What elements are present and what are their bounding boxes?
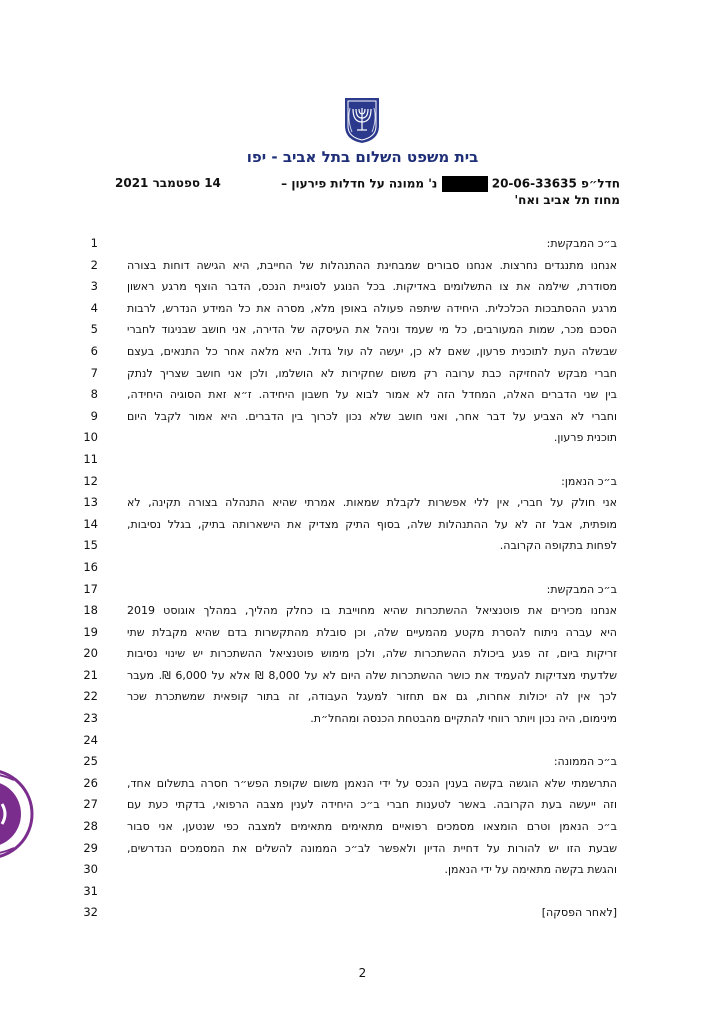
hearing-date: 14 ספטמבר 2021 (115, 176, 221, 190)
transcript-line (0, 579, 725, 601)
line-text: שלדעתי מצדיקות להעמיד את כושר ההשתכרות שלה היום לא על 8,000 ₪ אלא על 6,000 ₪. מעבר (127, 668, 617, 682)
line-number: 12 (83, 473, 98, 488)
transcript-line (0, 255, 725, 277)
transcript-line (0, 794, 725, 816)
line-number: 9 (90, 408, 98, 423)
line-text: היא עברה ניתוח להסרת מקטע מהמעיים שלה, וכן סובלת מהתקשרות בדם שהיא מקבלת שתי (127, 625, 617, 639)
line-text: התרשמתי שלא הוגשה בקשה בענין הנכס על ידי הנאמן משום שקופת הפש״ר חסרה בתשלום אחד, (127, 776, 617, 790)
transcript-line (0, 384, 725, 406)
state-emblem-icon (342, 96, 382, 144)
case-number: חדל״פ 20-06-33635 (491, 176, 620, 191)
line-text: מופתית, אבל זה לא על ההתנהלות שלה, בסוף התיק מצדיק את הישארותה בתיק, בגלל נסיבות, (127, 517, 617, 531)
line-text: וחברי לא הצביע על דבר אחר, ואני חושב שלא נכון לכרוך בין הדברים. היא אמור לקבל היום (127, 409, 617, 423)
line-text: מסודרת, שילמה את צו התשלומים באדיקות. בכל הנוגע לסוגיית הנכס, הדבר הוצף מרגע ראשון (127, 280, 617, 294)
transcript-body (0, 233, 725, 924)
line-text: שבשלה העת לתוכנית פרעון, שאם לא כן, יעשה לה עול גדול. היא מלאה אחר כל התנאים, בעצם (127, 344, 617, 358)
transcript-line (0, 643, 725, 665)
line-text: לפחות בתקופה הקרובה. (499, 539, 617, 553)
redacted-name-bar (442, 176, 488, 192)
line-number: 27 (83, 797, 98, 812)
line-number: 6 (90, 343, 98, 358)
case-title-part2: מחוז תל אביב ואח' (514, 193, 620, 207)
transcript-line (0, 773, 725, 795)
line-number: 14 (83, 516, 98, 531)
line-number: 24 (83, 732, 98, 747)
line-number: 7 (90, 365, 98, 380)
page-number: 2 (358, 966, 367, 980)
line-text: לכך אין לה יכולות אחרות, גם אם תחזור למעגל העבודה, זה בתור קופאית שמשתכרת שכר (127, 690, 617, 704)
line-number: 10 (83, 430, 98, 445)
line-text: ב״כ המבקשת: (546, 582, 617, 596)
line-number: 5 (90, 322, 98, 337)
line-text: הסכם מכר, שמות המעורבים, כל מי שעמד וניהל את העיסקה של הדירה, אני חושב שבניגוד לחברי (127, 323, 617, 337)
line-text: שבעת הזו יש להורות על דחיית הדיון ולאפשר לב״כ הממונה להשלים את המסמכים הנדרשים, (127, 841, 617, 855)
transcript-line (0, 557, 725, 579)
line-number: 11 (83, 451, 98, 466)
line-number: 15 (83, 538, 98, 553)
line-text: ב״כ הנאמן: (561, 474, 617, 488)
line-number: 32 (83, 905, 98, 920)
line-number: 25 (83, 754, 98, 769)
line-number: 13 (83, 495, 98, 510)
transcript-line (0, 838, 725, 860)
transcript-line (0, 708, 725, 730)
line-number: 21 (83, 667, 98, 682)
transcript-line (0, 730, 725, 752)
line-number: 18 (83, 603, 98, 618)
line-number: 1 (90, 236, 98, 250)
court-title: בית משפט השלום בתל אביב - יפו (246, 148, 479, 166)
line-text: תוכנית פרעון. (553, 431, 617, 445)
transcript-line (0, 665, 725, 687)
line-text: וזה ייעשה בעת הקרובה. באשר לטענות חברי ב״כ היחידה לענין מצבה הרפואי, בדקתי כעת עם (127, 798, 617, 812)
transcript-line (0, 881, 725, 903)
line-number: 30 (83, 862, 98, 877)
line-number: 19 (83, 624, 98, 639)
line-text: חברי מבקש להחזיקה כבת ערובה רק משום שחקירות לא הושלמו, ולכן אני חושב שצריך לנתק (127, 366, 617, 380)
line-text: אני חולק על חברי, אין ללי אפשרות לקבלת שמאות. אמרתי שהיא התנהלה בצורה תקינה, לא (127, 496, 617, 510)
line-number: 23 (83, 711, 98, 726)
line-text: מרגע ההסתבכות הכלכלית. היחידה שיתפה פעולה באופן מלא, מסרה את כל המידע הנדרש, לרבות (127, 301, 617, 315)
line-text: זריקות ביום, זה פגע ביכולת ההשתכרות שלה, ולכן מימוש פוטנציאל ההשתכרות יש שינוי נסיבות (127, 647, 617, 661)
line-text: אנחנו מתנגדים נחרצות. אנחנו סבורים שמבחינת ההתנהלות של החייבת, היא הגישה דוחות בצורה (127, 258, 617, 272)
transcript-line (0, 427, 725, 449)
line-number: 17 (83, 581, 98, 596)
transcript-line (0, 751, 725, 773)
transcript-line (0, 449, 725, 471)
transcript-line (0, 406, 725, 428)
transcript-line (0, 902, 725, 924)
line-number: 31 (83, 883, 98, 898)
line-text: ב״כ הנאמן וטרם הומצאו מסמכים רפואיים מתאימים מתאימים למצבה כפי שנטען, אני סבור (127, 820, 617, 834)
transcript-line (0, 471, 725, 493)
case-title-part1: נ' ממונה על חדלות פירעון – (281, 176, 438, 191)
transcript-line (0, 363, 725, 385)
transcript-line (0, 859, 725, 881)
transcript-line (0, 341, 725, 363)
case-header-line (281, 176, 620, 192)
transcript-line (0, 600, 725, 622)
line-text: ב״כ הממונה: (553, 755, 617, 769)
transcript-line (0, 492, 725, 514)
line-text: מינימום, היה נכון ויותר רווחי להתקיים מהבטחת הכנסה ומהחל״ת. (310, 712, 617, 726)
transcript-line (0, 535, 725, 557)
line-text: [לאחר הפסקה] (541, 906, 617, 920)
line-number: 26 (83, 775, 98, 790)
transcript-line (0, 686, 725, 708)
line-text: אנחנו מכירים את פוטנציאל ההשתכרות שהיא מחוייבת בו כחלק מהליך, במהלך אוגוסט 2019 (127, 604, 617, 618)
line-text: ב״כ המבקשת: (546, 237, 617, 250)
transcript-line (0, 233, 725, 255)
line-number: 20 (83, 646, 98, 661)
line-number: 29 (83, 840, 98, 855)
line-number: 4 (90, 300, 98, 315)
line-number: 2 (90, 257, 98, 272)
line-number: 3 (90, 279, 98, 294)
transcript-line (0, 319, 725, 341)
transcript-line (0, 816, 725, 838)
transcript-line (0, 276, 725, 298)
transcript-line (0, 514, 725, 536)
line-text: בין שני הדברים האלה, המחדל הזה לא אמור לבוא על חשבון היחידה. ז״א זאת הסוגיה היחידה, (127, 388, 617, 402)
lawyer-stamp-icon (0, 768, 34, 860)
line-number: 28 (83, 819, 98, 834)
line-number: 8 (90, 387, 98, 402)
line-number: 22 (83, 689, 98, 704)
transcript-line (0, 298, 725, 320)
line-text: והגשת בקשה מתאימה על ידי הנאמן. (444, 863, 617, 877)
line-number: 16 (83, 559, 98, 574)
transcript-line (0, 622, 725, 644)
